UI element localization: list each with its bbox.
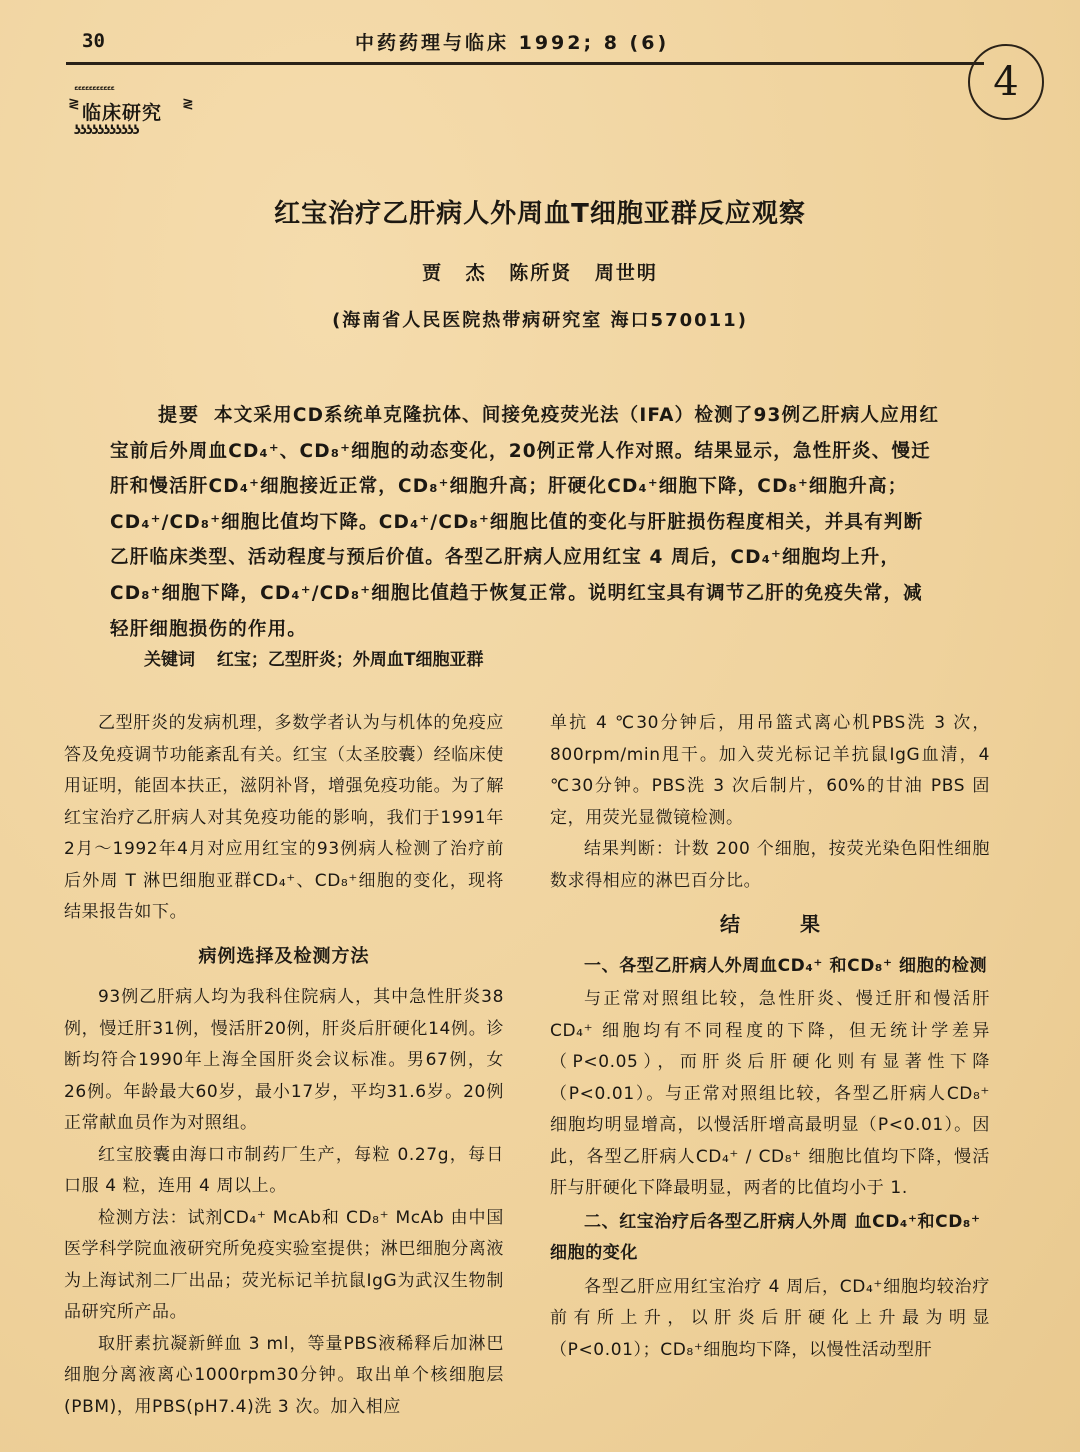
results-paragraph-1: 与正常对照组比较，急性肝炎、慢迁肝和慢活肝CD₄⁺ 细胞均有不同程度的下降，但无统计学差异（P<0.05），而肝炎后肝硬化则有显著性下降（P<0.01）。与正常对照组比较，各型乙肝病人CD₈⁺ 细胞均明显增高，以慢活肝增高最明显（P<0.01）。因此，各型乙肝病人CD₄⁺ / CD₈⁺ 细胞比值均下降，慢活肝与肝硬化下降最明显，两者的比值均小于 1. bbox=[550, 989, 990, 1198]
abstract bbox=[110, 398, 942, 647]
running-header bbox=[0, 28, 1080, 58]
procedure-paragraph: 取肝素抗凝新鲜血 3 ml，等量PBS液稀释后加淋巴细胞分离液离心1000rpm30分钟。取出单个核细胞层(PBM)，用PBS(pH7.4)洗 3 次。加入相应 bbox=[64, 1333, 504, 1417]
header-rule bbox=[66, 62, 984, 65]
badge-ornament-bottom: ʖʖʖʖʖʖʖʖʖʖʖ bbox=[74, 124, 139, 136]
intro-paragraph: 乙型肝炎的发病机理，多数学者认为与机体的免疫应答及免疫调节功能紊乱有关。红宝（太圣胶囊）经临床使用证明，能固本扶正，滋阴补肾，增强免疫功能。为了解红宝治疗乙肝病人对其免疫功能的影响，我们于1991年2月～1992年4月对应用红宝的93例病人检测了治疗前后外周 T 淋巴细胞亚群CD₄⁺、CD₈⁺细胞的变化，现将结果报告如下。 bbox=[64, 713, 504, 922]
reagents-paragraph: 检测方法：试剂CD₄⁺ McAb和 CD₈⁺ McAb 由中国医学科学院血液研究所免疫实验室提供；淋巴细胞分离液为上海试剂二厂出品；荧光标记羊抗鼠IgG为武汉生物制品研究所产品。 bbox=[64, 1207, 504, 1322]
results-paragraph-2: 各型乙肝应用红宝治疗 4 周后，CD₄⁺细胞均较治疗前有所上升，以肝炎后肝硬化上升最为明显（P<0.01）；CD₈⁺细胞均下降，以慢性活动型肝 bbox=[550, 1276, 990, 1360]
journal-citation: 中药药理与临床 1992; 8 (6) bbox=[355, 32, 670, 54]
keywords-text: 红宝；乙型肝炎；外周血T细胞亚群 bbox=[216, 650, 484, 670]
badge-ornament-top: ᵋᵋᵋᵋᵋᵋᵋᵋᵋᵋᵋ bbox=[74, 84, 114, 96]
cases-paragraph: 93例乙肝病人均为我科住院病人，其中急性肝炎38例，慢迁肝31例，慢活肝20例，肝炎后肝硬化14例。诊断均符合1990年上海全国肝炎会议标准。男67例，女26例。年龄最大60岁，最小17岁，平均31.6岁。20例正常献血员作为对照组。 bbox=[64, 987, 504, 1133]
body-column-right bbox=[550, 708, 990, 1366]
section-label: 临床研究 bbox=[82, 102, 163, 124]
article-affiliation: (海南省人民医院热带病研究室 海口570011) bbox=[332, 310, 748, 331]
page-number: 30 bbox=[82, 30, 105, 52]
article-title: 红宝治疗乙肝病人外周血T细胞亚群反应观察 bbox=[274, 199, 806, 229]
handwritten-circled-number: 4 bbox=[968, 44, 1044, 120]
section-badge bbox=[68, 84, 196, 136]
badge-ornament-right: ≷ bbox=[182, 96, 194, 112]
keywords-label: 关键词 bbox=[144, 650, 195, 670]
results-subheading-2: 二、红宝治疗后各型乙肝病人外周 血CD₄⁺和CD₈⁺细胞的变化 bbox=[550, 1211, 981, 1263]
procedure-continued-paragraph: 单抗 4 ℃30分钟后，用吊篮式离心机PBS洗 3 次，800rpm/min甩干。加入荧光标记羊抗鼠IgG血清，4 ℃30分钟。PBS洗 3 次后制片，60%的甘油 PBS 固定，用荧光显微镜检测。 bbox=[550, 713, 990, 828]
results-subheading-1: 一、各型乙肝病人外周血CD₄⁺ 和CD₈⁺ 细胞的检测 bbox=[584, 955, 988, 976]
body-column-left bbox=[64, 708, 504, 1423]
judgement-paragraph: 结果判断：计数 200 个细胞，按荧光染色阳性细胞数求得相应的淋巴百分比。 bbox=[550, 839, 990, 891]
results-heading: 结果 bbox=[720, 912, 880, 936]
article-authors: 贾 杰 陈所贤 周世明 bbox=[422, 262, 658, 284]
keywords bbox=[144, 645, 484, 670]
abstract-label: 提要 bbox=[158, 404, 201, 426]
badge-ornament-left: ≷ bbox=[68, 96, 80, 112]
abstract-text: 本文采用CD系统单克隆抗体、间接免疫荧光法（IFA）检测了93例乙肝病人应用红宝前后外周血CD₄⁺、CD₈⁺细胞的动态变化，20例正常人作对照。结果显示，急性肝炎、慢迁肝和慢活肝CD₄⁺细胞接近正常，CD₈⁺细胞升高；肝硬化CD₄⁺细胞下降，CD₈⁺细胞升高；CD₄⁺/CD₈⁺细胞比值均下降。CD₄⁺/CD₈⁺细胞比值的变化与肝脏损伤程度相关，并具有判断乙肝临床类型、活动程度与预后价值。各型乙肝病人应用红宝 4 周后，CD₄⁺细胞均上升，CD₈⁺细胞下降，CD₄⁺/CD₈⁺细胞比值趋于恢复正常。说明红宝具有调节乙肝的免疫失常，减轻肝细胞损伤的作用。 bbox=[110, 405, 940, 640]
methods-heading: 病例选择及检测方法 bbox=[198, 945, 370, 967]
dosage-paragraph: 红宝胶囊由海口市制药厂生产，每粒 0.27g，每日口服 4 粒，连用 4 周以上。 bbox=[64, 1144, 504, 1196]
